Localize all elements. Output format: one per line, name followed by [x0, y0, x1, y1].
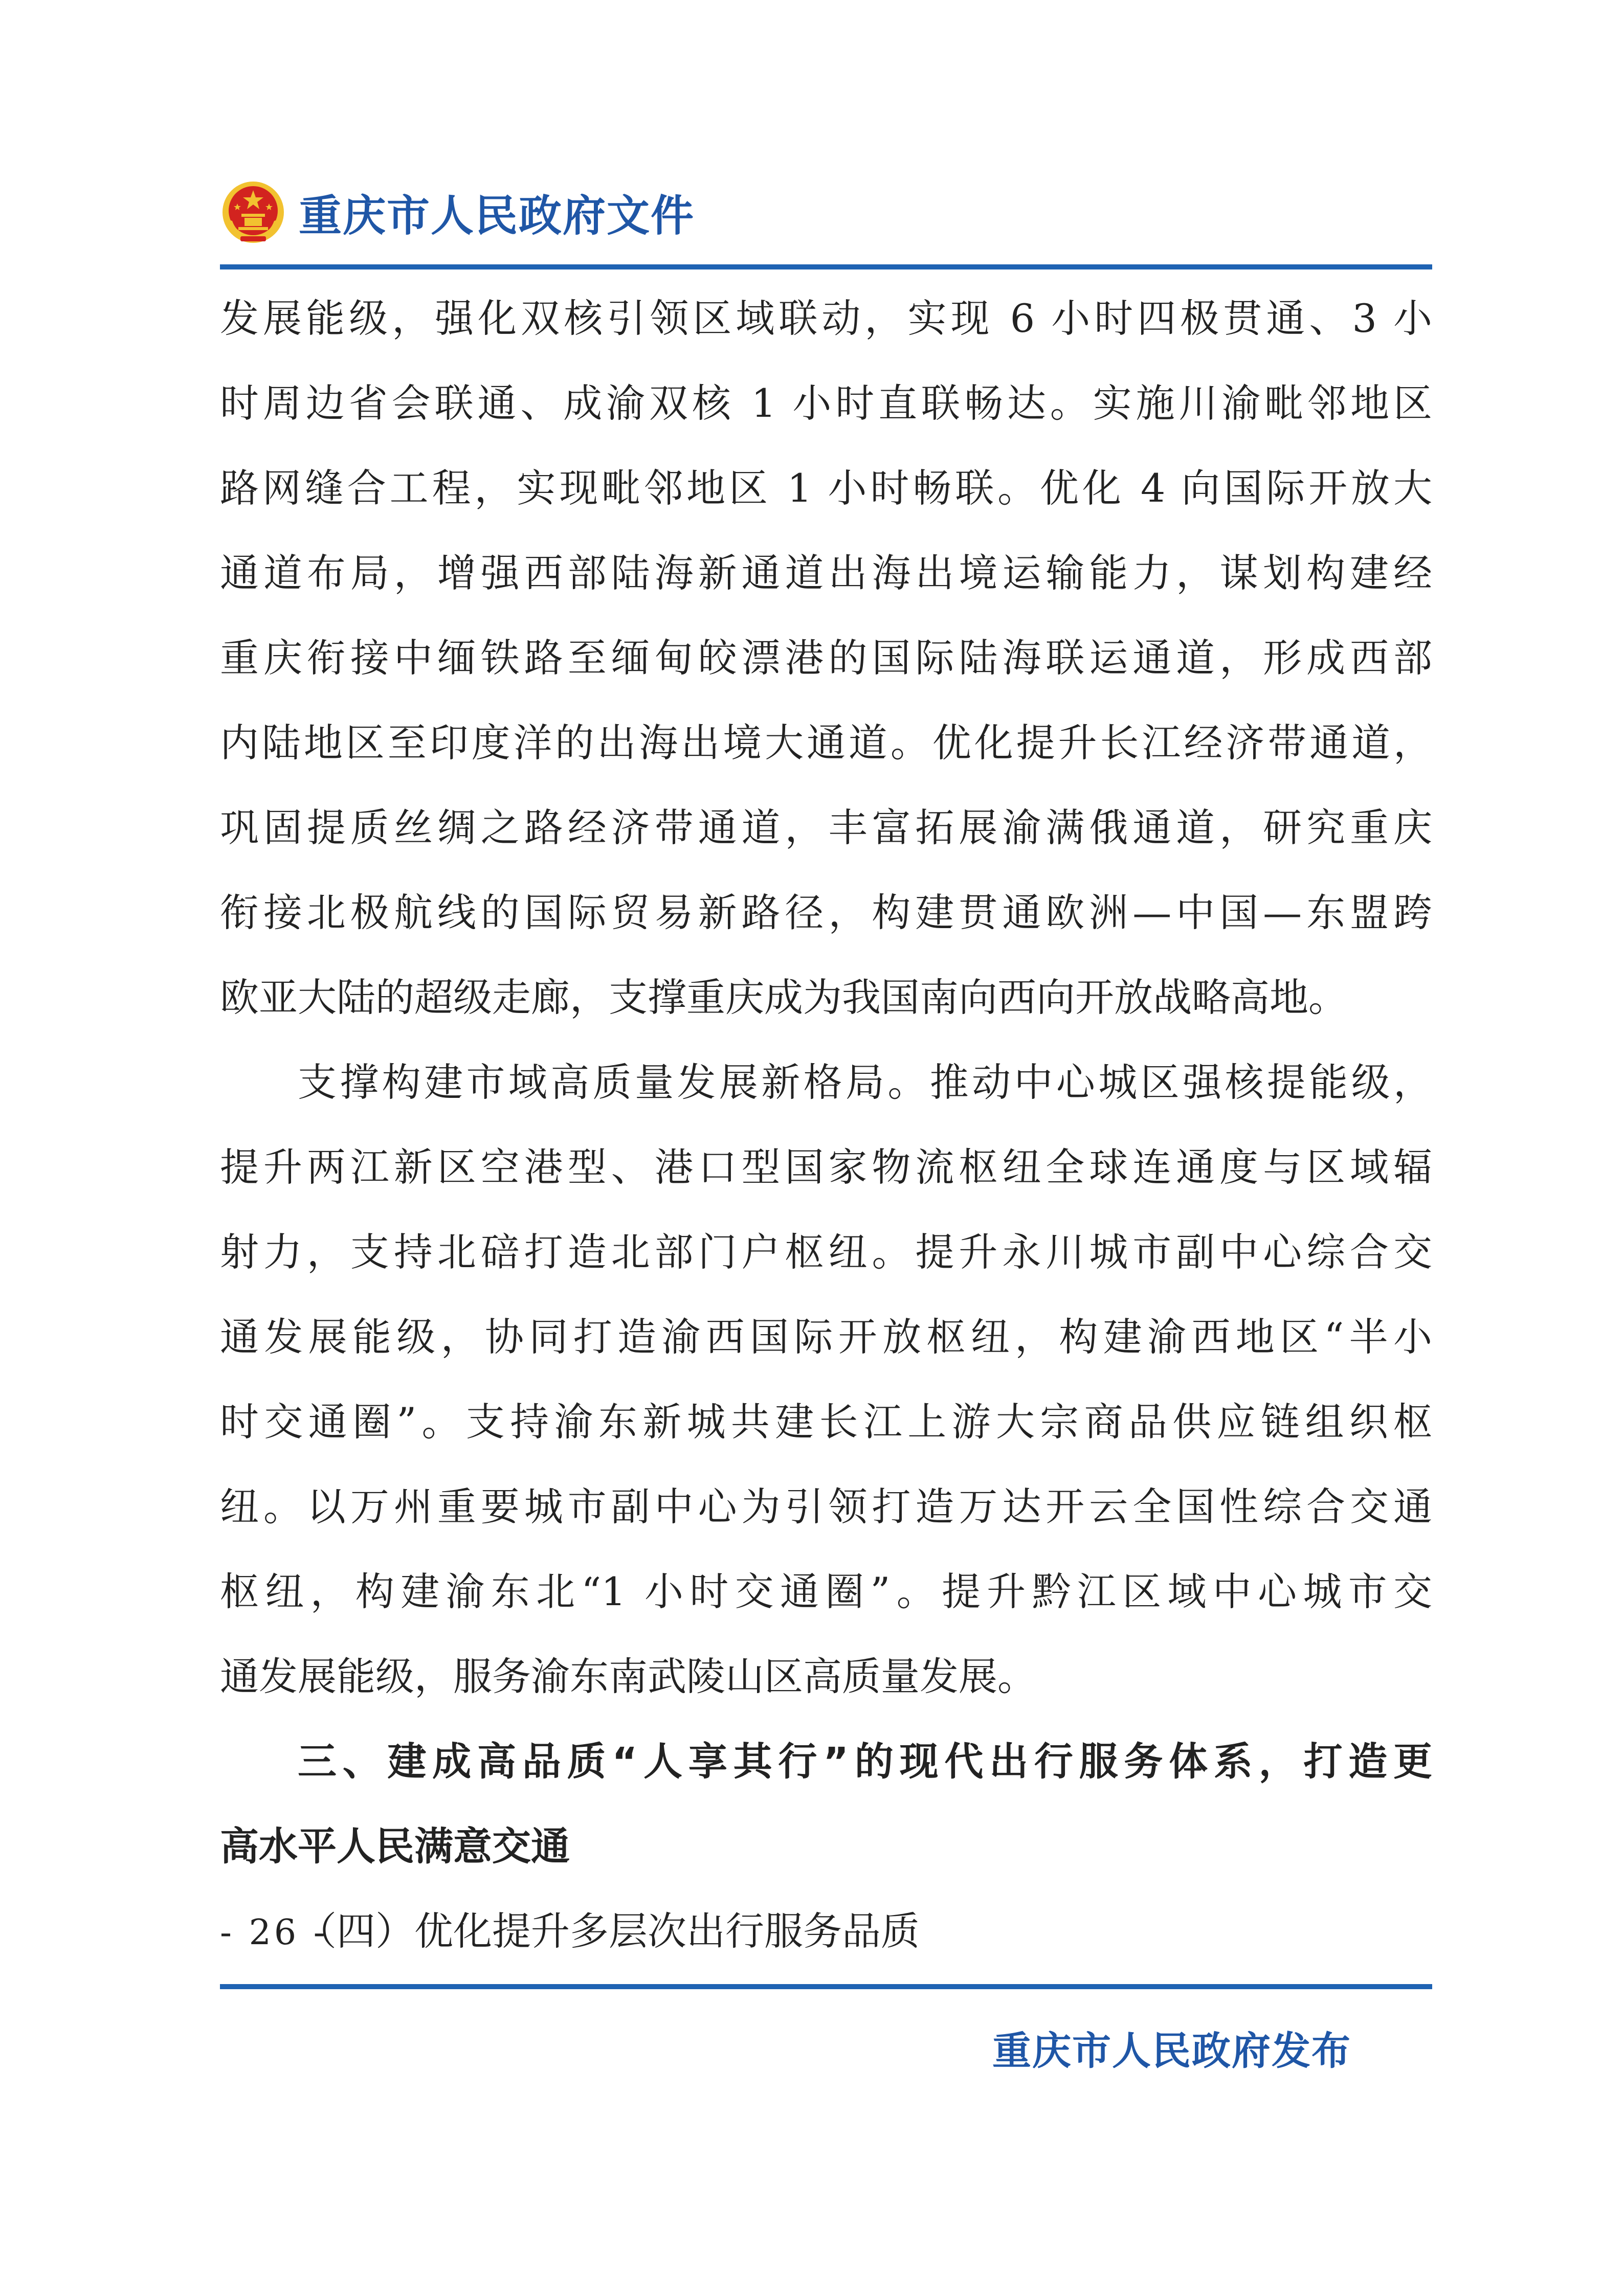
document-body [220, 276, 1432, 1974]
footer-publisher: 重庆市人民政府发布 [992, 2028, 1351, 2074]
body-line: 枢纽，构建渝东北“1 小时交通圈”。提升黔江区域中心城市交 [220, 1569, 1432, 1614]
body-line: 欧亚大陆的超级走廊，支撑重庆成为我国南向西向开放战略高地。 [220, 975, 1347, 1020]
body-line: 纽。以万州重要城市副中心为引领打造万达开云全国性综合交通 [220, 1484, 1432, 1529]
header-rule [220, 264, 1432, 269]
body-line: 时周边省会联通、成渝双核 1 小时直联畅达。实施川渝毗邻地区 [220, 380, 1432, 426]
body-line: 巩固提质丝绸之路经济带通道，丰富拓展渝满俄通道，研究重庆 [220, 805, 1432, 850]
national-emblem-icon [220, 179, 286, 245]
body-line: 发展能级，强化双核引领区域联动，实现 6 小时四极贯通、3 小 [220, 296, 1432, 341]
body-line: 通道布局，增强西部陆海新通道出海出境运输能力，谋划构建经 [220, 550, 1432, 596]
body-line: 提升两江新区空港型、港口型国家物流枢纽全球连通度与区域辐 [220, 1144, 1432, 1190]
document-header [220, 174, 695, 251]
body-line: 射力，支持北碚打造北部门户枢纽。提升永川城市副中心综合交 [220, 1229, 1432, 1275]
footer-rule [220, 1984, 1432, 1989]
body-line: 通发展能级，协同打造渝西国际开放枢纽，构建渝西地区“半小 [220, 1314, 1432, 1360]
body-line: 内陆地区至印度洋的出海出境大通道。优化提升长江经济带通道， [220, 720, 1432, 766]
subsection-heading: （四）优化提升多层次出行服务品质 [298, 1908, 920, 1954]
section-heading-line: 高水平人民满意交通 [220, 1824, 570, 1869]
body-line: 衔接北极航线的国际贸易新路径，构建贯通欧洲—中国—东盟跨 [220, 890, 1432, 935]
body-line: 时交通圈”。支持渝东新城共建长江上游大宗商品供应链组织枢 [220, 1399, 1432, 1445]
body-line: 支撑构建市域高质量发展新格局。推动中心城区强核提能级， [298, 1060, 1432, 1105]
document-header-title: 重庆市人民政府文件 [299, 190, 695, 241]
page-number: - 26 - [220, 1912, 328, 1953]
body-line: 重庆衔接中缅铁路至缅甸皎漂港的国际陆海联运通道，形成西部 [220, 635, 1432, 681]
section-heading-line: 三、建成高品质“人享其行”的现代出行服务体系，打造更 [298, 1739, 1432, 1784]
body-line: 路网缝合工程，实现毗邻地区 1 小时畅联。优化 4 向国际开放大 [220, 465, 1432, 511]
body-line: 通发展能级，服务渝东南武陵山区高质量发展。 [220, 1654, 1036, 1699]
